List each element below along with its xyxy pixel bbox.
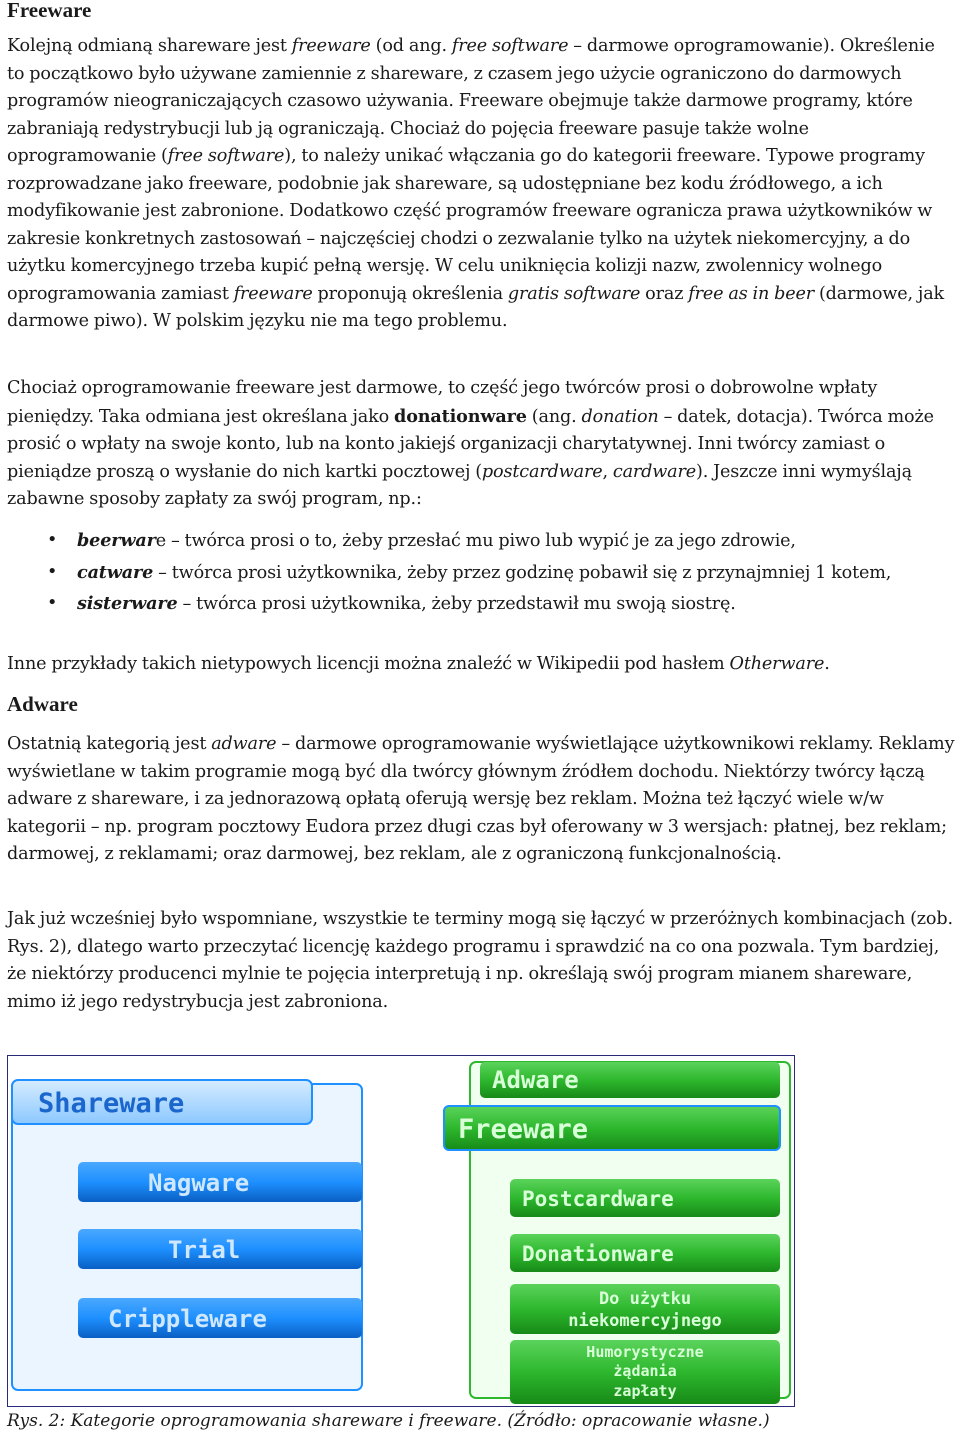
paragraph-combinations: Jak już wcześniej było wspomniane, wszystkie te terminy mogą się łączyć w przeróżnych kombinacjach (zob. Rys. 2), dlatego warto przeczytać licencję każdego programu i sprawdzić na co ona pozwala. Tym bardziej, że niektórzy producenci mylnie te pojęcia interpretują i np. określają swój program mianem shareware, mimo iż jego redystrybucja jest zabroniona. (7, 909, 953, 1012)
donationware-label: Donationware (522, 1242, 674, 1266)
list-item: • beerware – twórca prosi o to, żeby przesłać mu piwo lub wypić je za jego zdrowie, (7, 527, 955, 556)
heading-freeware: Freeware (7, 0, 92, 22)
figure-software-categories (7, 1055, 795, 1407)
freeware-label: Freeware (458, 1114, 589, 1145)
paragraph-donationware: Chociaż oprogramowanie freeware jest darmowe, to część jego twórców prosi o dobrowolne wpłaty pieniędzy. Taka odmiana jest określana jako donationware (ang. donation – datek, dotacja). Twórca może prosić o wpłaty na swoje konto, lub na konto jakiejś organizacji charytatywnej. Inni twórcy zamiast o pieniądze proszą o wysłanie do nich kartki pocztowej (postcardware, cardware). Jeszcze inni wymyślają zabawne sposoby zapłaty za swój program, np.: (7, 378, 934, 509)
nagware-label: Nagware (148, 1169, 250, 1197)
humorous-label-line1: Humorystyczne (586, 1343, 704, 1361)
paragraph-freeware-intro: Kolejną odmianą shareware jest freeware (od ang. free software – darmowe oprogramowanie). Określenie to początkowo było używane zamiennie z shareware, z czasem jego użycie ograniczono do darmowych programów nieograniczających czasowo używania. Freeware obejmuje także darmowe programy, które zabraniają redystrybucji lub ją ograniczają. Chociaż do pojęcia freeware pasuje także wolne oprogramowanie (free software), to należy unikać włączania go do kategorii freeware. Typowe programy rozprowadzane jako freeware, podobnie jak shareware, są udostępniane bez kodu źródłowego, a ich modyfikowanie jest zabronione. Dodatkowo część programów freeware ogranicza prawa użytkowników w zakresie konkretnych zastosowań – najczęściej chodzi o zezwalanie tylko na użytek niekomercyjny, a do użytku komercyjnego trzeba kupić pełną wersję. W celu uniknięcia kolizji nazw, zwolennicy wolnego oprogramowania zamiast freeware proponują określenia gratis software oraz free as in beer (darmowe, jak darmowe piwo). W polskim języku nie ma tego problemu. (7, 36, 945, 331)
list-item: • catware – twórca prosi użytkownika, żeby przez godzinę pobawił się z przynajmniej 1 kotem, (7, 559, 955, 588)
noncommercial-label-line2: niekomercyjnego (568, 1311, 722, 1331)
heading-adware: Adware (7, 692, 78, 716)
paragraph-adware: Ostatnią kategorią jest adware – darmowe oprogramowanie wyświetlające użytkownikowi reklamy. Reklamy wyświetlane w takim programie mogą być dla twórcy głównym źródłem dochodu. Niektórzy twórcy łączą adware z shareware, i za jednorazową opłatą oferują wersję bez reklam. Można też łączyć wiele w/w kategorii – np. program pocztowy Eudora przez długi czas był oferowany w 3 wersjach: płatnej, bez reklam; darmowej, z reklamami; oraz darmowej, bez reklam, ale z ograniczoną funkcjonalnością. (7, 734, 955, 864)
shareware-label: Shareware (38, 1088, 185, 1119)
bullet-icon: • (47, 530, 58, 550)
humorous-label-line2: żądania (613, 1362, 677, 1380)
category-diagram (8, 1056, 794, 1406)
postcardware-label: Postcardware (522, 1187, 674, 1211)
freeware-section (7, 0, 91, 20)
paragraph-otherware: Inne przykłady takich nietypowych licencji można znaleźć w Wikipedii pod hasłem Otherware. (7, 654, 830, 674)
trial-label: Trial (168, 1236, 241, 1264)
crippleware-label: Crippleware (108, 1305, 267, 1333)
bullet-icon: • (47, 593, 58, 613)
adware-section (7, 694, 78, 714)
bullet-icon: • (47, 561, 58, 582)
payment-examples-list (7, 527, 955, 619)
noncommercial-label-line1: Do użytku (598, 1289, 692, 1309)
humorous-label-line3: zapłaty (613, 1382, 677, 1400)
list-item: • sisterware – twórca prosi użytkownika, żeby przedstawił mu swoją siostrę. (7, 590, 955, 619)
adware-label: Adware (492, 1066, 579, 1094)
figure-caption: Rys. 2: Kategorie oprogramowania shareware i freeware. (Źródło: opracowanie własne.) (7, 1411, 770, 1431)
